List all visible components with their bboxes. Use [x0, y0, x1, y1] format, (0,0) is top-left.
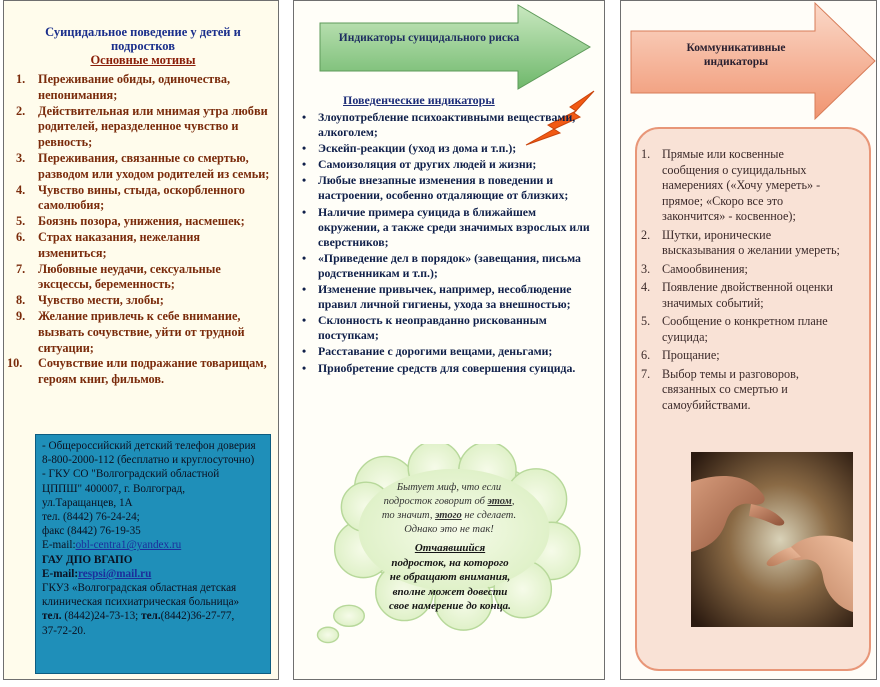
item-text: Чувство мести, злобы;	[38, 293, 164, 308]
hands-image	[691, 452, 853, 627]
list-item	[641, 280, 841, 311]
contacts-box	[35, 434, 271, 674]
item-number: 3.	[16, 150, 26, 165]
list-item	[641, 228, 841, 259]
list-item: • Любые внезапные изменения в поведении и настроении, особенно отдаляющие от близких;	[300, 173, 596, 203]
item-text: Переживание обиды, одиночества, непонимания;	[38, 72, 231, 102]
contact-line: ул.Таращанцев, 1А	[42, 496, 133, 509]
panel-communicative	[620, 0, 877, 680]
warning-text	[350, 541, 550, 614]
item-text: Чувство вины, стыда, оскорбленного самолюбия;	[38, 182, 245, 213]
item-number: 4.	[641, 280, 651, 295]
item-number: 1.	[641, 147, 651, 161]
list-item: • Приобретение средств для совершения суицида.	[300, 361, 596, 376]
item-number: 7.	[641, 366, 651, 381]
list-item: • Самоизоляция от других людей и жизни;	[300, 157, 596, 172]
item-number: 3.	[641, 261, 651, 276]
myth-line	[354, 509, 544, 523]
myth-emphasis: этом	[487, 496, 512, 507]
panel-title	[14, 25, 272, 67]
item-text: Прямые или косвенные сообщения о суицидальных намерениях («Хочу умереть» - прямое; «Скоро все это закончится» - косвенное);	[662, 147, 821, 224]
item-text: Сообщение о конкретном плане суицида;	[662, 314, 828, 344]
email-link[interactable]: respsi@mail.ru	[78, 567, 152, 580]
item-text: Сочувствие или подражание товарищам, героям книг, фильмов.	[38, 356, 267, 387]
section-title: Поведенческие индикаторы	[343, 93, 495, 107]
warning-line: Отчаявшийся	[414, 542, 486, 554]
org-name: ГАУ ДПО ВГАПО	[42, 553, 133, 566]
communicative-list	[641, 147, 841, 416]
contact-line: ЦППШ" 400007, г. Волгоград,	[42, 482, 185, 495]
myth-part: подросток говорит об	[383, 496, 488, 507]
list-item: • Изменение привычек, например, несоблюдение правил личной гигиены, ухода за внешностью;	[300, 282, 596, 312]
item-text: Появление двойственной оценки значимых событий;	[662, 280, 833, 310]
warning-line: вполне может довести	[392, 585, 508, 598]
myth-part: ,	[511, 496, 515, 507]
item-number: 7.	[16, 261, 26, 276]
list-item	[641, 262, 841, 278]
list-item	[641, 348, 841, 364]
list-item: • Расставание с дорогими вещами, деньгами;	[300, 344, 596, 359]
item-text: Боязнь позора, унижения, насмешек;	[38, 214, 245, 229]
item-text: Выбор темы и разговоров, связанных со смертью и самоубийствами.	[662, 366, 799, 412]
item-number: 6.	[16, 229, 26, 244]
phone-label: тел.	[141, 610, 161, 623]
hands-photo	[691, 452, 853, 627]
item-text: Действительная или мнимая утра любви родителей, неразделенное чувство и ревность;	[38, 103, 268, 150]
item-text: Самообвинения;	[662, 261, 748, 276]
contact-line: - Общероссийский детский телефон доверия	[42, 440, 256, 452]
list-item: • Наличие примера суицида в ближайшем окружении, а также среди значимых взрослых или сверстников;	[300, 205, 596, 250]
myth-part: не сделает.	[461, 510, 517, 521]
list-item	[4, 183, 270, 215]
arrow-title: Коммуникативные индикаторы	[686, 42, 786, 68]
email-row	[42, 567, 264, 581]
item-text: Страх наказания, нежелания измениться;	[38, 229, 201, 260]
list-item	[4, 230, 270, 262]
list-item	[641, 367, 841, 414]
list-item	[4, 104, 270, 151]
arrow-shape-green	[318, 1, 594, 93]
email-link[interactable]: obl-centra1@yandex.ru	[75, 539, 182, 552]
phones-row	[42, 609, 264, 623]
item-number: 5.	[16, 214, 26, 229]
myth-emphasis: этого	[435, 510, 462, 521]
list-item: • Склонность к неоправданно рискованным поступкам;	[300, 313, 596, 343]
list-item	[4, 214, 270, 230]
email-label: E-mail:	[42, 539, 76, 552]
item-number: 5.	[641, 314, 651, 329]
item-number: 2.	[641, 227, 651, 242]
warning-line: свое намерение до конца.	[389, 600, 511, 612]
myth-line	[354, 495, 544, 509]
behavior-list	[300, 110, 596, 377]
item-number: 10.	[7, 356, 23, 371]
arrow-title: Индикаторы суицидального риска	[338, 32, 520, 44]
myth-line: Однако это не так!	[404, 524, 494, 535]
contact-line: факс (8442) 76-19-35	[42, 525, 141, 538]
item-number: 6.	[641, 348, 651, 363]
list-item	[4, 72, 270, 104]
panel-indicators	[293, 0, 605, 680]
hotline-number: 8-800-2000-112 (бесплатно и круглосуточно)	[42, 454, 255, 467]
item-number: 9.	[16, 308, 26, 323]
item-text: Шутки, иронические высказывания о желании умереть;	[662, 227, 840, 258]
item-number: 4.	[16, 182, 26, 197]
list-item: • Эскейп-реакции (уход из дома и т.п.);	[300, 141, 596, 156]
motives-list	[4, 72, 270, 388]
item-text: Переживания, связанные со смертью, разводом или уходом родителей из семьи;	[38, 150, 270, 181]
myth-text	[354, 481, 544, 537]
list-item	[641, 314, 841, 345]
subtitle-text: Основные мотивы	[90, 53, 196, 67]
list-item: • «Приведение дел в порядок» (завещания, письма родственникам и т.п.);	[300, 251, 596, 281]
contact-line: клиническая психиатрическая больница»	[42, 596, 240, 609]
email-label: E-mail:	[42, 567, 79, 580]
item-number: 2.	[16, 103, 26, 118]
myth-line: Бытует миф, что если	[396, 482, 502, 493]
email-row	[42, 538, 264, 552]
phone-label: тел.	[42, 610, 62, 623]
contact-line: ГКУЗ «Волгоградская областная детская	[42, 582, 237, 595]
contact-line: тел. (8442) 76-24-24;	[42, 511, 140, 524]
contact-line: 37-72-20.	[42, 624, 86, 637]
list-item	[4, 356, 270, 388]
title-text: Суицидальное поведение у детей и подростков	[45, 25, 241, 53]
contact-line: - ГКУ СО "Волгоградский областной	[42, 468, 220, 481]
warning-line: не обращают внимания,	[389, 571, 511, 583]
item-text: Любовные неудачи, сексуальные эксцессы, беременность;	[38, 261, 221, 292]
item-number: 8.	[16, 293, 26, 308]
phone-value: (8442)24-73-13;	[61, 610, 142, 623]
panel-motives	[3, 0, 279, 680]
list-item	[4, 151, 270, 183]
warning-line: подросток, на которого	[391, 556, 509, 569]
list-item	[4, 309, 270, 356]
list-item	[4, 262, 270, 294]
phone-value: (8442)36-27-77,	[160, 610, 235, 623]
item-text: Желание привлечь к себе внимание, вызвать сочувствие, уйти от трудной ситуации;	[38, 308, 245, 355]
list-item	[4, 293, 270, 309]
list-item: • Злоупотребление психоактивными веществами, алкоголем;	[300, 110, 596, 140]
item-text: Прощание;	[662, 348, 720, 363]
myth-part: то значит,	[381, 510, 436, 521]
item-number: 1.	[16, 72, 26, 86]
list-item	[641, 147, 841, 225]
